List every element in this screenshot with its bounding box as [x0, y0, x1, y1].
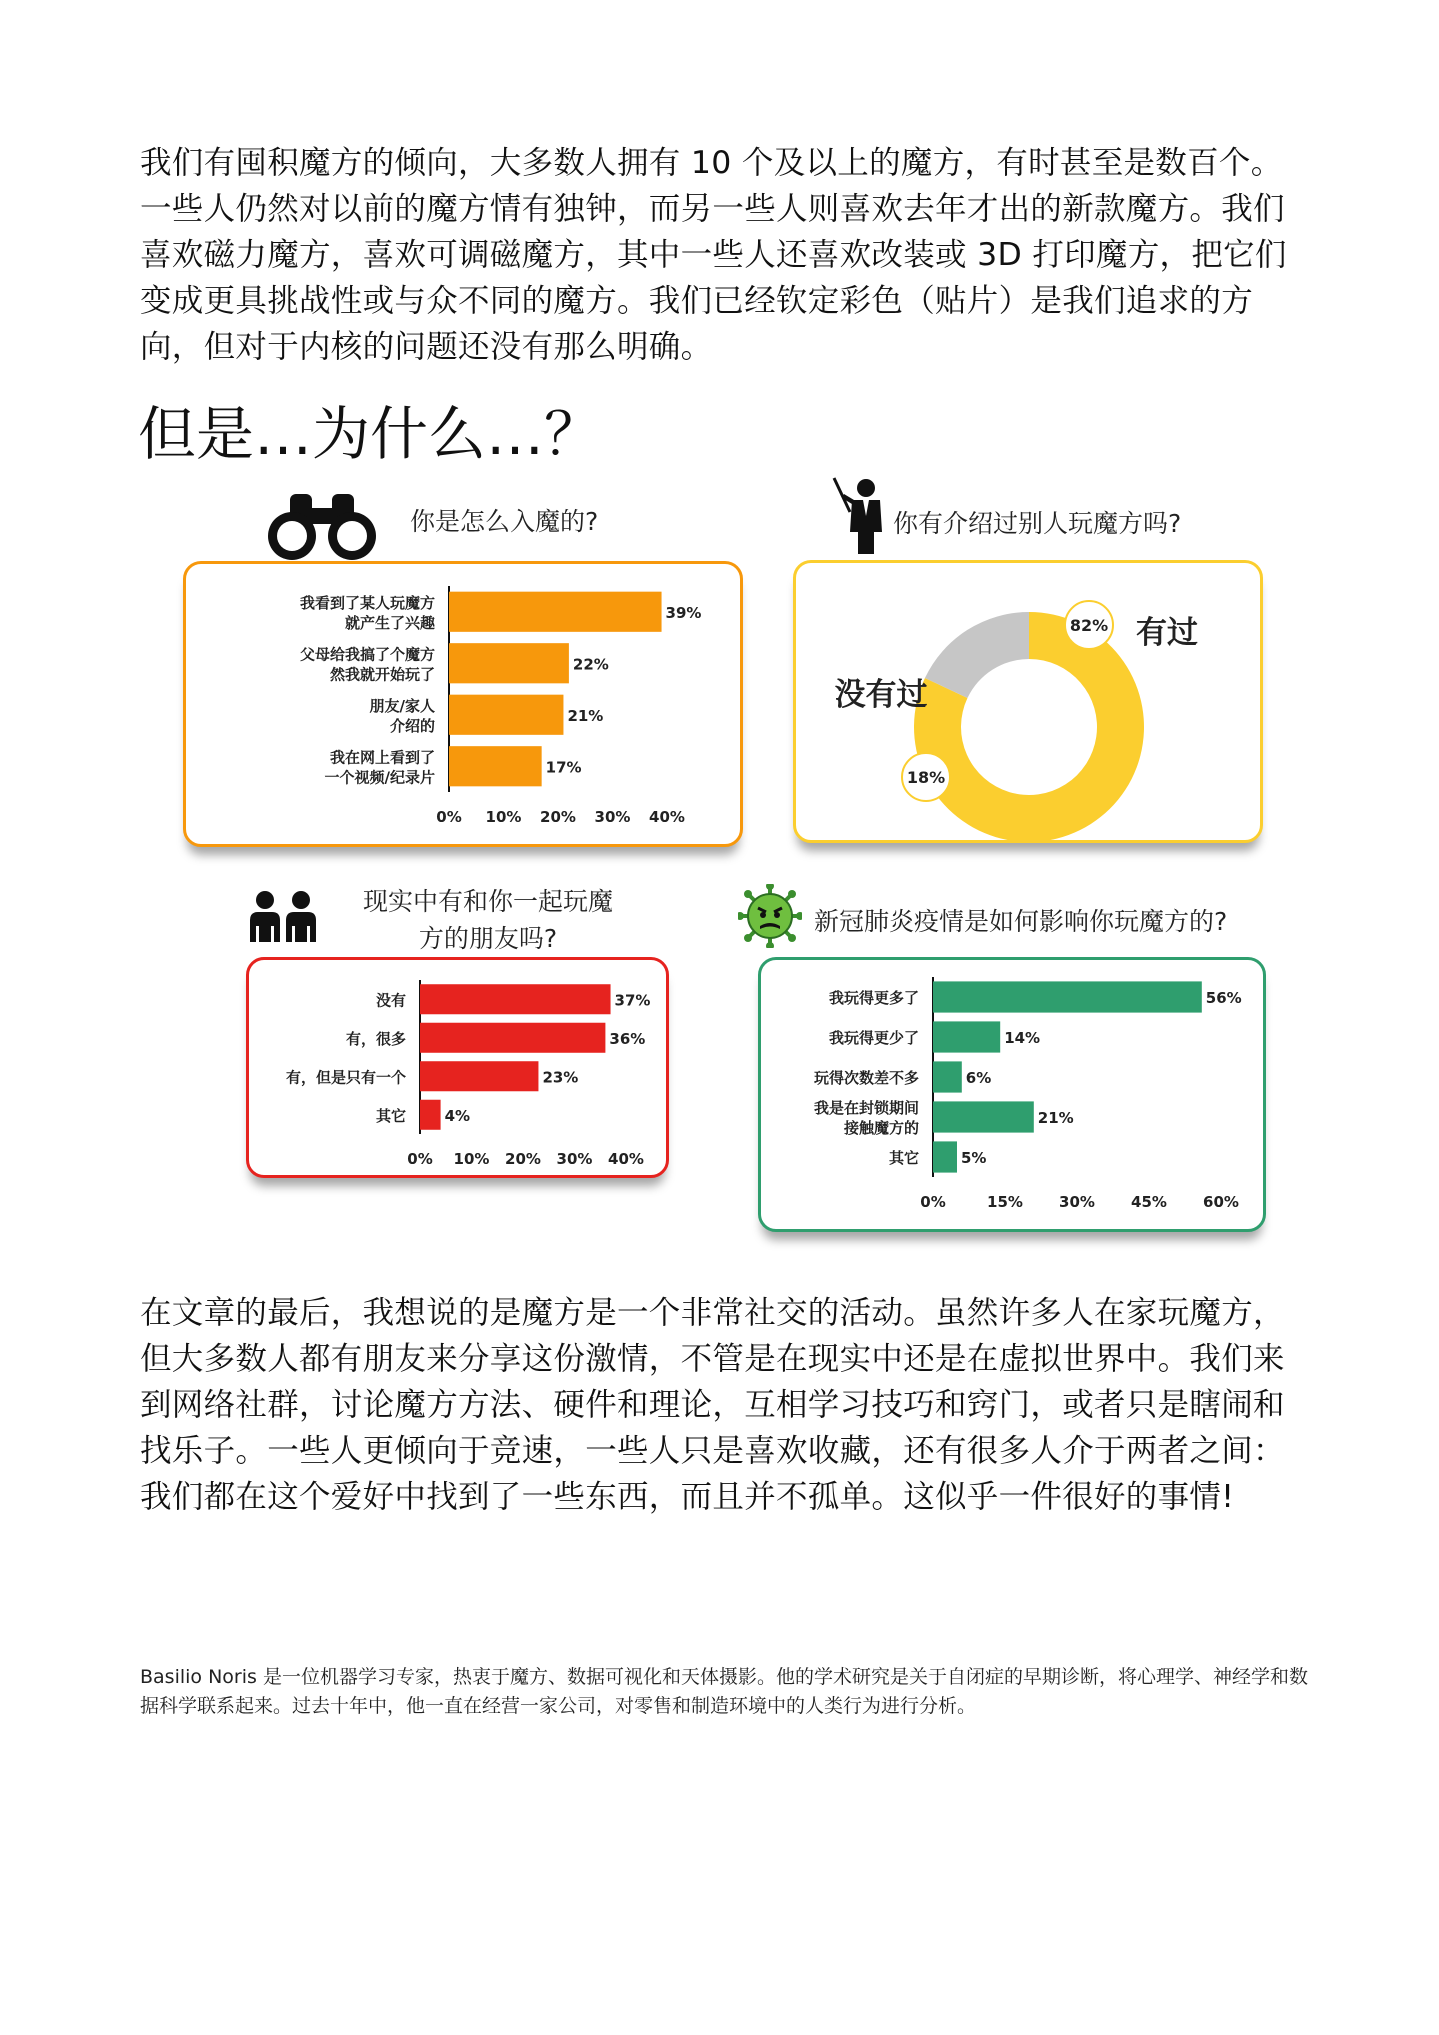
q4-title: 新冠肺炎疫情是如何影响你玩魔方的? [814, 907, 1228, 936]
category-label: 父母给我搞了个魔方 [299, 645, 435, 664]
category-label: 我在网上看到了 [329, 748, 435, 767]
bar [420, 984, 611, 1014]
bar-value-label: 4% [444, 1106, 471, 1125]
tick-label: 45% [1131, 1193, 1167, 1211]
bar-value-label: 39% [665, 603, 702, 622]
category-label: 有，很多 [345, 1029, 406, 1048]
bar [933, 981, 1202, 1012]
category-label: 接触魔方的 [843, 1119, 919, 1137]
binoculars-icon [262, 490, 382, 562]
author-bio: Basilio Noris 是一位机器学习专家，热衷于魔方、数据可视化和天体摄影。他的学术研究是关于自闭症的早期诊断，将心理学、神经学和数据科学联系起来。过去十年中，他一直在经营一家公司，对零售和制造环境中的人类行为进行分析。 [140, 1666, 1308, 1717]
tick-label: 30% [594, 808, 631, 826]
bar-value-label: 23% [542, 1068, 579, 1087]
closing-paragraph: 在文章的最后，我想说的是魔方是一个非常社交的活动。虽然许多人在家玩魔方，但大多数人都有朋友来分享这份激情，不管是在现实中还是在虚拟世界中。我们来到网络社群，讨论魔方方法、硬件和理论，互相学习技巧和窍门，或者只是瞎闹和找乐子。一些人更倾向于竞速，一些人只是喜欢收藏，还有很多人介于两者之间：我们都在这个爱好中找到了一些东西，而且并不孤单。这似乎一件很好的事情! [140, 1295, 1285, 1515]
q1-title: 你是怎么入魔的? [410, 507, 599, 536]
bar [933, 1141, 957, 1172]
tick-label: 10% [485, 808, 522, 826]
category-label: 其它 [888, 1149, 919, 1167]
q3-title: 现实中有和你一起玩魔方的朋友吗? [362, 887, 613, 953]
category-label: 一个视频/纪录片 [324, 768, 435, 787]
category-label: 我看到了某人玩魔方 [299, 593, 435, 612]
bar-value-label: 17% [545, 758, 582, 777]
bar-value-label: 22% [572, 655, 609, 674]
category-label: 我玩得更少了 [828, 1029, 919, 1047]
q3-chart-panel [246, 957, 669, 1178]
teacher-pointer-icon [832, 476, 892, 554]
bar [420, 1100, 441, 1130]
virus-icon [738, 884, 802, 948]
tick-label: 30% [556, 1150, 593, 1168]
bar [420, 1023, 605, 1053]
bar [933, 1021, 1000, 1052]
slice-label: 没有过 [834, 677, 928, 713]
bar [933, 1101, 1034, 1132]
tick-label: 0% [436, 808, 462, 826]
bar [449, 695, 563, 735]
friends-icon [246, 890, 322, 942]
category-label: 介绍的 [389, 716, 435, 735]
category-label: 玩得次数差不多 [813, 1069, 919, 1087]
category-label: 我玩得更多了 [828, 989, 919, 1007]
category-label: 朋友/家人 [369, 696, 435, 715]
tick-label: 40% [649, 808, 685, 826]
tick-label: 40% [608, 1150, 644, 1168]
slice-value-label: 82% [1069, 616, 1109, 635]
category-label: 没有 [375, 991, 406, 1010]
q4-chart-panel [758, 957, 1266, 1232]
q3-bar-chart [249, 960, 666, 1175]
q4-bar-chart [761, 960, 1263, 1229]
bar [449, 643, 569, 683]
tick-label: 10% [453, 1150, 490, 1168]
category-label: 其它 [375, 1106, 406, 1125]
tick-label: 20% [505, 1150, 541, 1168]
slice-value-label: 18% [906, 768, 946, 787]
category-label: 有，但是只有一个 [285, 1068, 406, 1087]
section-heading: 但是…为什么…？ [138, 400, 603, 468]
tick-label: 20% [540, 808, 576, 826]
tick-label: 0% [407, 1150, 433, 1168]
bar-value-label: 56% [1205, 989, 1242, 1007]
q2-donut-chart [796, 563, 1260, 840]
category-label: 我是在封锁期间 [813, 1099, 919, 1117]
category-label: 然我就开始玩了 [329, 665, 435, 684]
bar [449, 592, 662, 632]
bar-value-label: 21% [567, 706, 604, 725]
bar [449, 746, 542, 786]
bar-value-label: 36% [609, 1029, 646, 1048]
bar [420, 1061, 538, 1091]
q2-title: 你有介绍过别人玩魔方吗? [893, 509, 1182, 538]
tick-label: 30% [1059, 1193, 1095, 1211]
q2-chart-panel [793, 560, 1263, 843]
tick-label: 0% [920, 1193, 946, 1211]
donut-slice [925, 612, 1029, 698]
bar [933, 1061, 962, 1092]
tick-label: 60% [1203, 1193, 1239, 1211]
bar-value-label: 37% [614, 991, 651, 1010]
bar-value-label: 6% [965, 1069, 992, 1087]
tick-label: 15% [987, 1193, 1023, 1211]
bar-value-label: 14% [1004, 1029, 1041, 1047]
bar-value-label: 5% [961, 1149, 987, 1167]
bar-value-label: 21% [1037, 1109, 1074, 1127]
q1-bar-chart [186, 564, 740, 844]
q1-chart-panel [183, 561, 743, 847]
slice-label: 有过 [1136, 615, 1198, 651]
intro-paragraph: 我们有囤积魔方的倾向，大多数人拥有 10 个及以上的魔方，有时甚至是数百个。一些人仍然对以前的魔方情有独钟，而另一些人则喜欢去年才出的新款魔方。我们喜欢磁力魔方，喜欢可调磁魔方，其中一些人还喜欢改装或 3D 打印魔方，把它们变成更具挑战性或与众不同的魔方。我们已经钦定彩色（贴片）是我们追求的方向，但对于内核的问题还没有那么明确。 [140, 145, 1287, 365]
category-label: 就产生了兴趣 [344, 613, 435, 632]
